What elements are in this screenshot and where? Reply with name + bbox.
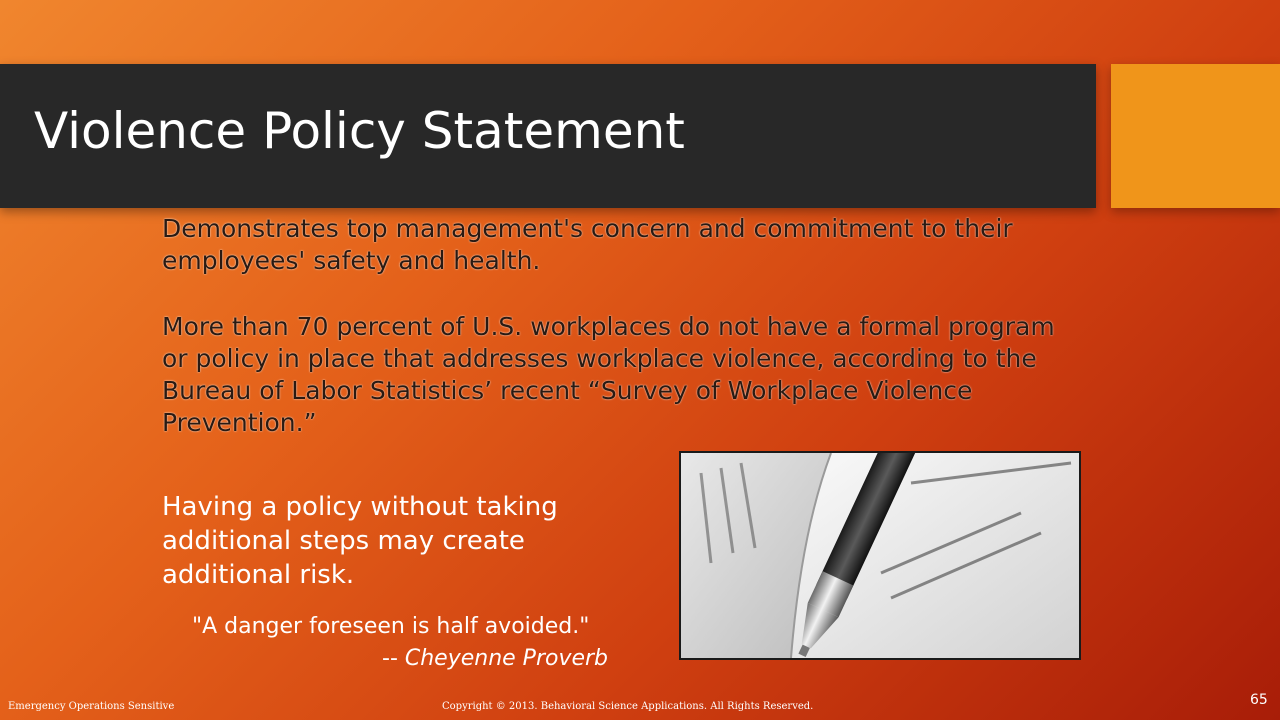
accent-box — [1111, 64, 1280, 208]
paragraph-statistics: More than 70 percent of U.S. workplaces do not have a formal program or policy in place that addresses workplace violence, according to the Bureau of Labor Statistics’ recent “Survey of Workplace Violence Prevention.” — [162, 312, 1055, 437]
slide-title: Violence Policy Statement — [34, 102, 685, 160]
quote-dash: -- — [382, 646, 405, 671]
quote-author: Cheyenne Proverb — [404, 646, 609, 671]
pen-book-illustration — [681, 453, 1079, 658]
quote-text: "A danger foreseen is half avoided." — [192, 614, 590, 639]
page-number: 65 — [1250, 692, 1268, 708]
paragraph-risk: Having a policy without taking additional steps may create additional risk. — [162, 492, 558, 590]
pen-on-book-photo — [679, 451, 1081, 660]
quote-attribution — [382, 646, 608, 671]
footer-copyright: Copyright © 2013. Behavioral Science Applications. All Rights Reserved. — [442, 701, 814, 712]
paragraph-commitment: Demonstrates top management's concern and commitment to their employees' safety and health. — [162, 214, 1013, 275]
title-bar — [0, 64, 1096, 208]
footer-label: Emergency Operations Sensitive — [8, 701, 175, 712]
